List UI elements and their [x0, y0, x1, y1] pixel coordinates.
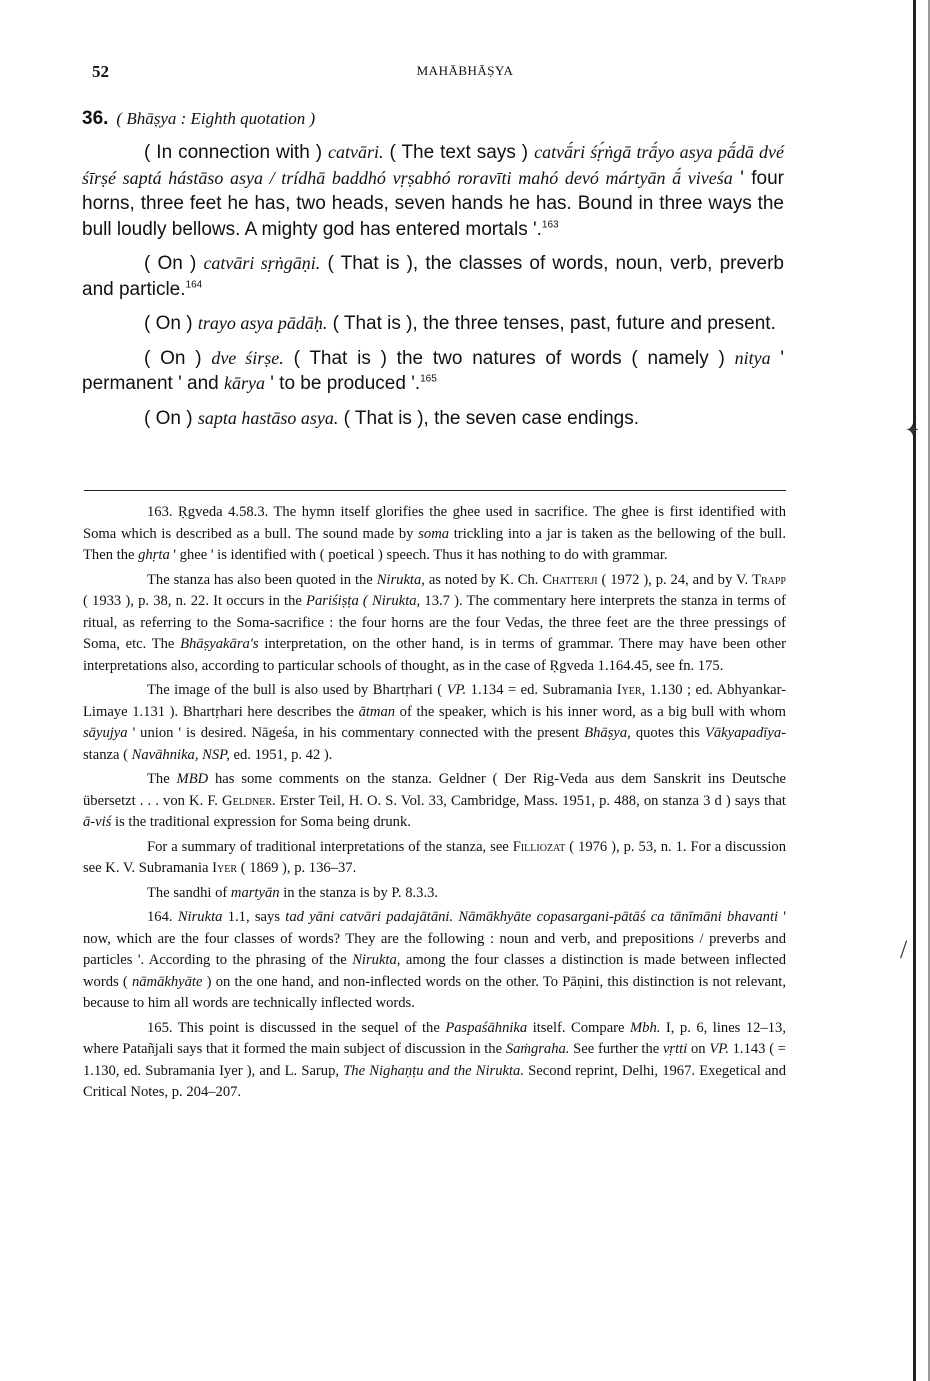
footnotes [83, 502, 786, 1107]
footnote-163-stanza: The stanza has also been quoted in the Nirukta, as noted by K. Ch. Chatterji ( 1972 ), p. 24, and by V. Trapp ( 1933 ), p. 38, n. 22. It occurs in the Pariśiṣṭa ( Nirukta, 13.7 ). The commentary here interprets the stanza in terms of ritual, as referring to the Soma-sacrifice : the four horns are the four Vedas, the three feet are the three pressings of Soma, etc. The Bhāṣyakāra's interpretation, on the other hand, is in terms of grammar. There may have been other interpretations also, according to particular schools of thought, as in the case of Ṛgveda 1.164.45, see fn. 175. [83, 571, 787, 674]
page-number: 52 [92, 62, 109, 81]
main-text [82, 140, 784, 440]
paragraph-catvari: ( In connection with ) catvāri. ( The text says ) catvā́ri śṛ́ṅgā trā́yo asya pā́dā dvé śīrṣé saptá hástāso asya / trídhā baddhó vṛṣabhó roravīti mahó devó mártyān ā́ viveśa ' four horns, three feet he has, two heads, seven hands he has. Bound in three ways the bull loudly bellows. A mighty god has entered mortals '.$^{163}$ [82, 142, 784, 240]
section-number: 36. [82, 108, 109, 129]
margin-mark: ✦ [905, 420, 921, 440]
section-heading [82, 108, 315, 130]
footnote-163: 163. Ṛgveda 4.58.3. The hymn itself glorifies the ghee used in sacrifice. The ghee is first identified with Soma which is described as a bull. The sound made by soma trickling into a jar is taken as the bellowing of the bull. Then the ghṛta ' ghee ' is identified with ( poetical ) speech. Thus it has nothing to do with grammar. [83, 504, 786, 563]
footnote-ref: 163 [541, 219, 559, 231]
footnote-163-sandhi: The sandhi of martyān in the stanza is by P. 8.3.3. [147, 884, 439, 901]
page-binding-edge [913, 0, 916, 1381]
paragraph-srngani: ( On ) catvāri sṛṅgāṇi. ( That is ), the classes of words, noun, verb, preverb and particle.$^{164}$ [82, 253, 785, 300]
paragraph-hastaso: ( On ) sapta hastāso asya. ( That is ), the seven case endings. [144, 407, 640, 429]
footnote-rule [84, 490, 786, 491]
footnote-163-bull: The image of the bull is also used by Bhartṛhari ( VP. 1.134 = ed. Subramania Iyer, 1.130 ; ed. Abhyankar-Limaye 1.131 ). Bhartṛhari here describes the ātman of the speaker, which is his inner word, as a big bull with whom sāyujya ' union ' is desired. Nāgeśa, in his commentary connected with the present Bhāṣya, quotes this Vākyapadīya-stanza ( Navāhnika, NSP, ed. 1951, p. 42 ). [83, 682, 787, 763]
paragraph-sirse: ( On ) dve śirṣe. ( That is ) the two natures of words ( namely ) nitya ' permanent ' and kārya ' to be produced '.$^{165}$ [82, 347, 785, 394]
running-title: MAHĀBHĀṢYA [416, 63, 514, 78]
footnote-165: 165. This point is discussed in the sequel of the Paspaśāhnika itself. Compare Mbh. I, p. 6, lines 12–13, where Patañjali says that it formed the main subject of discussion in the Saṁgraha. See further the vṛtti on VP. 1.143 ( = 1.130, ed. Subramania Iyer ), and L. Sarup, The Nighaṇṭu and the Nirukta. Second reprint, Delhi, 1967. Exegetical and Critical Notes, p. 204–207. [83, 1019, 787, 1100]
footnote-163-summary: For a summary of traditional interpretations of the stanza, see Filliozat ( 1976 ), p. 53, n. 1. For a discussion see K. V. Subramania Iyer ( 1869 ), p. 136–37. [83, 838, 786, 876]
footnote-ref: 164 [185, 279, 203, 291]
paragraph-padah: ( On ) trayo asya pādāḥ. ( That is ), the three tenses, past, future and present. [144, 313, 776, 334]
footnote-163-mbd: The MBD has some comments on the stanza. Geldner ( Der Rig-Veda aus dem Sanskrit ins Deutsche übersetzt . . . von K. F. Geldner. Erster Teil, H. O. S. Vol. 33, Cambridge, Mass. 1951, p. 488, on stanza 3 d ) says that ā-viś is the traditional expression for Soma being drunk. [83, 771, 787, 830]
footnote-164: 164. Nirukta 1.1, says tad yāni catvāri padajātāni. Nāmākhyāte copasargani-pātāś ca tānīmāni bhavanti ' now, which are the four classes of words? They are the following : noun and verb, and prepositions / preverbs and particles '. According to the phrasing of the Nirukta, among the four classes a distinction is made between inflected words ( nāmākhyāte ) on the one hand, and non-inflected words on the other. To Pāṇini, this distinction is not relevant, because to him all words are technically inflected words. [83, 909, 786, 1011]
footnote-ref: 165 [420, 373, 437, 385]
margin-stroke: / [900, 935, 908, 964]
section-label: ( Bhāṣya : Eighth quotation ) [116, 109, 316, 128]
